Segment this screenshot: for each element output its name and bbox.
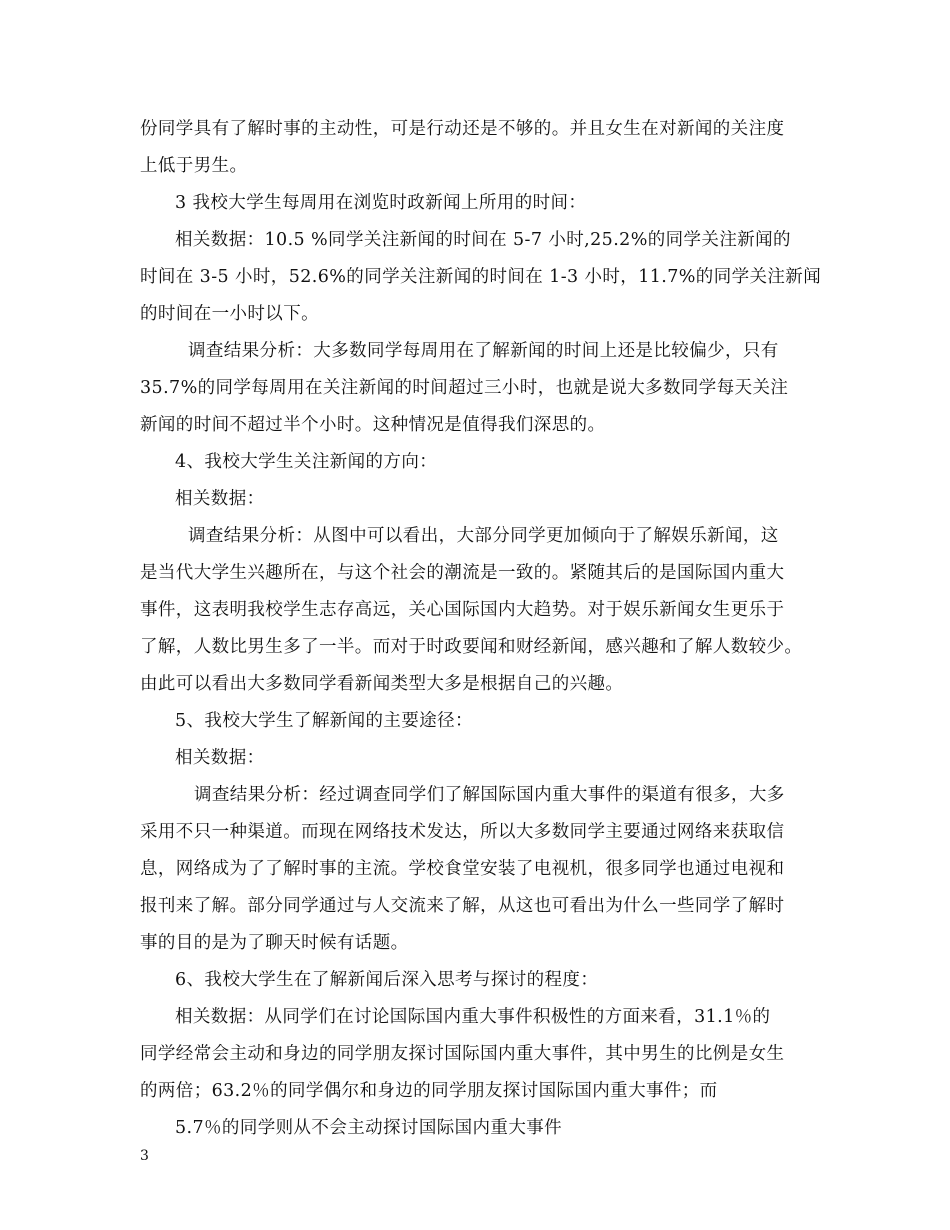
text-line: 事件，这表明我校学生志存高远，关心国际国内大趋势。对于娱乐新闻女生更乐于 bbox=[140, 600, 785, 620]
text-line: 相关数据： bbox=[175, 489, 265, 509]
section-heading: 6、我校大学生在了解新闻后深入思考与探讨的程度： bbox=[175, 970, 599, 990]
text-line: 相关数据：10.5 %同学关注新闻的时间在 5-7 小时,25.2%的同学关注新闻的 bbox=[175, 230, 791, 250]
text-line: 采用不只一种渠道。而现在网络技术发达，所以大多数同学主要通过网络来获取信 bbox=[140, 822, 785, 842]
section-heading: 4、我校大学生关注新闻的方向： bbox=[175, 452, 438, 472]
text-line: 上低于男生。 bbox=[140, 156, 248, 176]
text-line: 了解，人数比男生多了一半。而对于时政要闻和财经新闻，感兴趣和了解人数较少。 bbox=[140, 637, 803, 657]
section-heading: 3 我校大学生每周用在浏览时政新闻上所用的时间： bbox=[175, 193, 587, 213]
text-line: 调查结果分析：大多数同学每周用在了解新闻的时间上还是比较偏少，只有 bbox=[188, 341, 779, 361]
text-line: 的两倍；63.2％的同学偶尔和身边的同学朋友探讨国际国内重大事件；而 bbox=[140, 1081, 718, 1101]
text-line: 相关数据：从同学们在讨论国际国内重大事件积极性的方面来看，31.1％的 bbox=[175, 1007, 771, 1027]
text-line: 5.7％的同学则从不会主动探讨国际国内重大事件 bbox=[175, 1118, 563, 1138]
text-line: 份同学具有了解时事的主动性，可是行动还是不够的。并且女生在对新闻的关注度 bbox=[140, 119, 785, 139]
text-line: 事的目的是为了聊天时候有话题。 bbox=[140, 933, 409, 953]
text-line: 息，网络成为了了解时事的主流。学校食堂安装了电视机，很多同学也通过电视和 bbox=[140, 859, 785, 879]
text-line: 的时间在一小时以下。 bbox=[140, 304, 319, 324]
text-line: 时间在 3-5 小时，52.6%的同学关注新闻的时间在 1-3 小时，11.7%的同学关注新闻 bbox=[140, 267, 822, 287]
text-line: 是当代大学生兴趣所在，与这个社会的潮流是一致的。紧随其后的是国际国内重大 bbox=[140, 563, 785, 583]
text-line: 35.7%的同学每周用在关注新闻的时间超过三小时，也就是说大多数同学每天关注 bbox=[140, 378, 789, 398]
section-heading: 5、我校大学生了解新闻的主要途径： bbox=[175, 711, 473, 731]
text-line: 相关数据： bbox=[175, 748, 265, 768]
page-number: 3 bbox=[140, 1148, 149, 1164]
text-line: 同学经常会主动和身边的同学朋友探讨国际国内重大事件，其中男生的比例是女生 bbox=[140, 1044, 785, 1064]
text-line: 调查结果分析：从图中可以看出，大部分同学更加倾向于了解娱乐新闻，这 bbox=[188, 526, 779, 546]
text-line: 调查结果分析：经过调查同学们了解国际国内重大事件的渠道有很多，大多 bbox=[194, 785, 785, 805]
text-line: 由此可以看出大多数同学看新闻类型大多是根据自己的兴趣。 bbox=[140, 674, 624, 694]
text-line: 报刊来了解。部分同学通过与人交流来了解，从这也可看出为什么一些同学了解时 bbox=[140, 896, 785, 916]
text-line: 新闻的时间不超过半个小时。这种情况是值得我们深思的。 bbox=[140, 415, 606, 435]
